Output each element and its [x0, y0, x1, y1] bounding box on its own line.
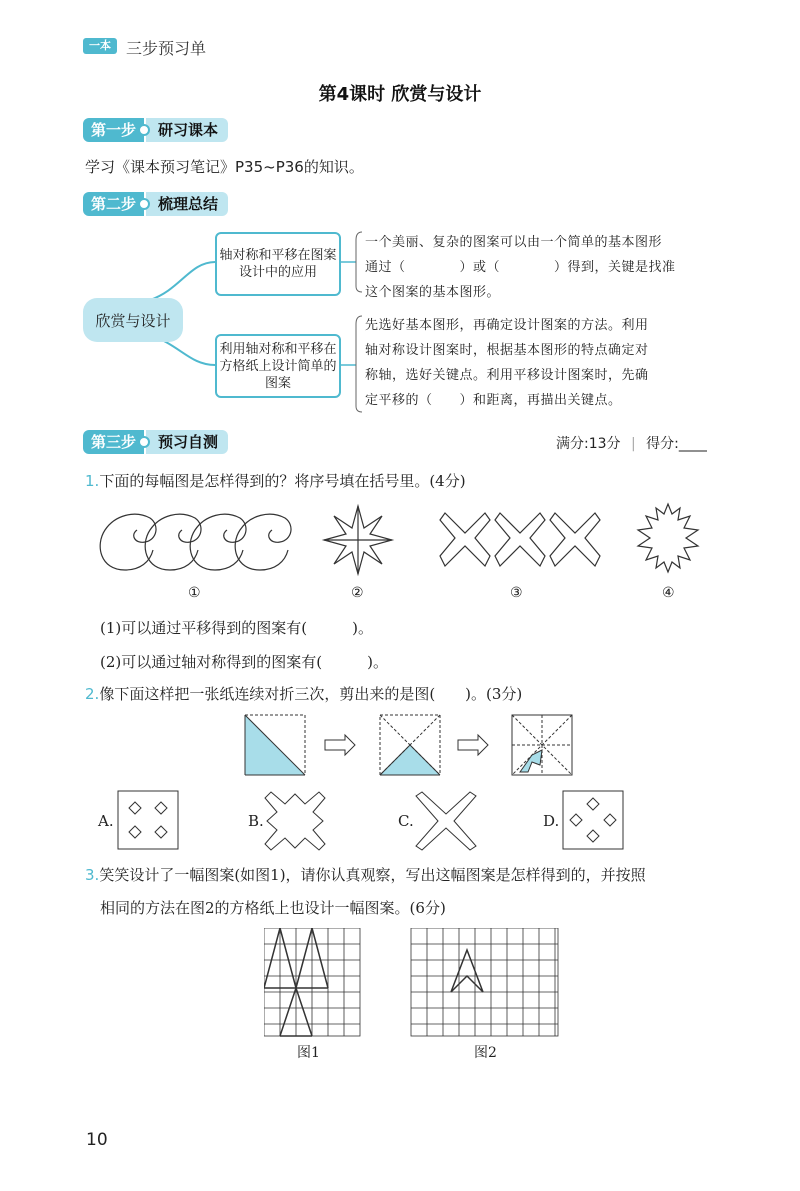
q2-text: 像下面这样把一张纸连续对折三次，剪出来的是图( )。(3分) [99, 685, 523, 703]
brand-tag: 一本 [83, 38, 117, 54]
q3-stem-line1 [85, 864, 646, 885]
fig1-caption: 图1 [297, 1045, 320, 1061]
fold-square-2 [380, 715, 440, 775]
step1-text: 学习《课本预习笔记》P35~P36的知识。 [85, 158, 364, 176]
q2-number: 2. [85, 685, 100, 703]
q1-number: 1. [85, 472, 100, 490]
lesson-title: 第4课时 欣赏与设计 [318, 84, 482, 105]
desc-line: 通过（ ）或（ ）得到，关键是找准 [365, 260, 676, 275]
q3-stem-line2: 相同的方法在图2的方格纸上也设计一幅图案。(6分) [100, 899, 446, 917]
q2-option-c-figure [414, 790, 478, 852]
q1-label-3: ③ [510, 585, 523, 601]
q1-sub1: (1)可以通过平移得到的图案有( )。 [100, 619, 373, 637]
desc-line: 这个图案的基本图形。 [365, 285, 501, 300]
fig-snowflake [638, 504, 698, 572]
q2-option-a-label: A. [98, 812, 114, 830]
q2-option-b-figure [263, 790, 327, 852]
q1-sub2: (2)可以通过轴对称得到的图案有( )。 [100, 653, 388, 671]
q3-number: 3. [85, 866, 100, 884]
arrow-right-icon [325, 735, 355, 755]
step-dot-icon [138, 436, 150, 448]
fig-star [324, 506, 392, 574]
arrow-right-icon [458, 735, 488, 755]
mindmap-branch1: 轴对称和平移在图案设计中的应用 [215, 232, 341, 296]
q1-stem [85, 470, 466, 491]
branch1-desc [365, 230, 676, 305]
q3-grids [264, 928, 564, 1038]
score-get: 得分:____ [646, 436, 707, 452]
header-title: 三步预习单 [126, 39, 207, 58]
step-dot-icon [138, 198, 150, 210]
desc-line: 一个美丽、复杂的图案可以由一个简单的基本图形 [365, 235, 663, 250]
q2-folding-diagram [240, 710, 580, 780]
fig2-caption: 图2 [474, 1045, 497, 1061]
q2-option-c-label: C. [398, 812, 414, 830]
grid-figure-2 [411, 928, 558, 1036]
q3-text1: 笑笑设计了一幅图案(如图1)，请你认真观察，写出这幅图案是怎样得到的，并按照 [99, 866, 646, 884]
q1-figures [90, 500, 720, 585]
page-number: 10 [86, 1130, 108, 1150]
desc-line: 先选好基本图形，再确定设计图案的方法。利用 [365, 318, 649, 333]
grid-figure-1 [264, 928, 360, 1036]
step1-title: 研习课本 [146, 118, 228, 142]
mindmap-root: 欣赏与设计 [83, 298, 183, 342]
desc-line: 称轴，选好关键点。利用平移设计图案时，先确 [365, 368, 649, 383]
q1-label-4: ④ [662, 585, 675, 601]
q2-stem [85, 683, 522, 704]
step1-label: 第一步 [83, 118, 144, 142]
step2-title: 梳理总结 [146, 192, 228, 216]
step2-label: 第二步 [83, 192, 144, 216]
step3-label: 第三步 [83, 430, 144, 454]
fold-square-1 [245, 715, 305, 775]
q1-label-1: ① [188, 585, 201, 601]
step3-title: 预习自测 [146, 430, 228, 454]
q2-option-a-figure [117, 790, 179, 850]
score-full: 满分:13分 [556, 436, 621, 452]
score-line: 满分:13分 | 得分:____ [556, 436, 707, 452]
fig-zigzag [440, 513, 600, 566]
q1-label-2: ② [351, 585, 364, 601]
desc-line: 定平移的（ ）和距离，再描出关键点。 [365, 393, 622, 408]
q1-text: 下面的每幅图是怎样得到的？将序号填在括号里。(4分) [99, 472, 466, 490]
fig-swirls [100, 514, 291, 570]
step-dot-icon [138, 124, 150, 136]
q2-option-b-label: B. [248, 812, 264, 830]
branch2-desc [365, 313, 649, 413]
mindmap-branch2: 利用轴对称和平移在方格纸上设计简单的图案 [215, 334, 341, 398]
fold-square-3 [512, 715, 572, 775]
q2-option-d-label: D. [543, 812, 560, 830]
desc-line: 轴对称设计图案时，根据基本图形的特点确定对 [365, 343, 649, 358]
q2-option-d-figure [562, 790, 624, 850]
step3-banner [83, 430, 228, 454]
